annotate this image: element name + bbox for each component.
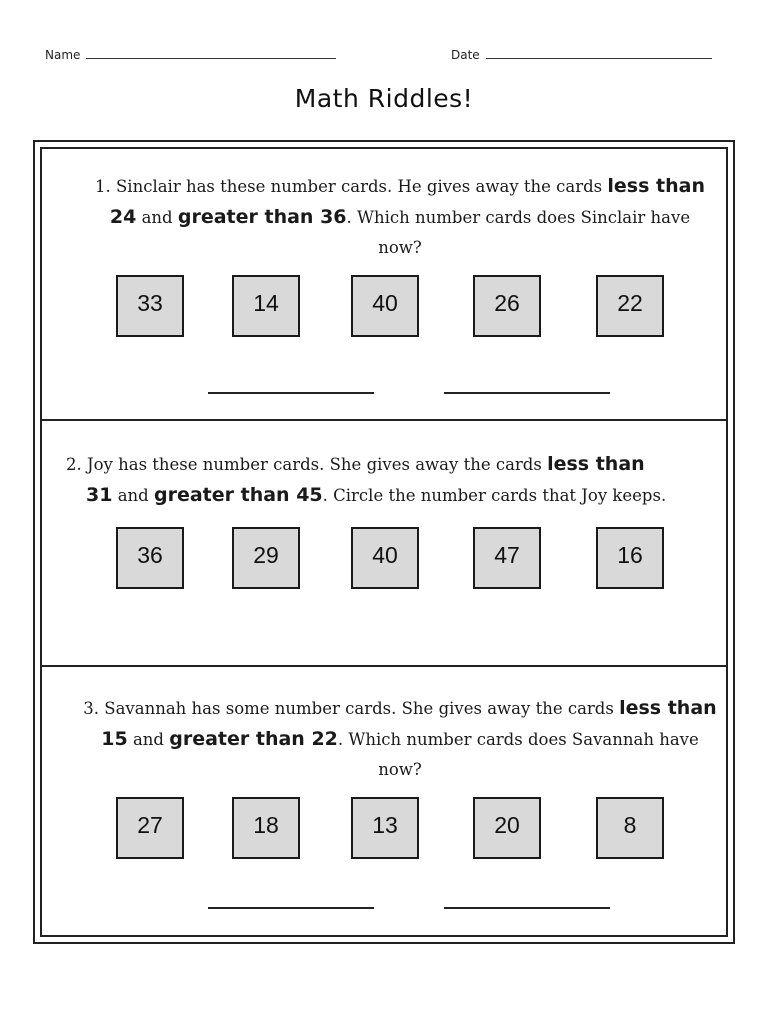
riddle-section-3 [42, 667, 726, 943]
riddle-question-3 [80, 693, 720, 785]
number-card[interactable]: 8 [596, 797, 664, 859]
worksheet-frame [33, 140, 735, 944]
question-text-part: Sinclair has these number cards. He gives away the cards [110, 177, 608, 196]
question-text-part: and [136, 208, 178, 227]
question-number: 1. [95, 177, 111, 196]
riddle-section-1 [42, 149, 726, 421]
question-bold-part: greater than 45 [153, 484, 323, 506]
question-text-part: . Circle the number cards that Joy keeps. [322, 486, 667, 505]
number-card[interactable]: 16 [596, 527, 664, 589]
question-bold-part: less than 15 [101, 697, 717, 750]
number-card[interactable]: 40 [351, 275, 419, 337]
question-text-part: and [127, 730, 170, 749]
number-card[interactable]: 33 [116, 275, 184, 337]
question-text-part: and [112, 486, 154, 505]
worksheet-inner-frame [40, 147, 728, 937]
question-bold-part: less than 24 [109, 175, 705, 228]
question-text-part: Joy has these number cards. She gives away the cards [81, 455, 548, 474]
question-bold-part: less than [547, 453, 645, 475]
number-card[interactable]: 27 [116, 797, 184, 859]
number-card[interactable]: 13 [351, 797, 419, 859]
riddle-question-1 [90, 171, 710, 263]
riddle-question-2 [66, 449, 730, 511]
answer-blank[interactable] [444, 907, 610, 909]
number-card[interactable]: 29 [232, 527, 300, 589]
number-card[interactable]: 14 [232, 275, 300, 337]
number-card[interactable]: 20 [473, 797, 541, 859]
answer-blank[interactable] [444, 392, 610, 394]
date-field [451, 48, 712, 62]
answer-blank[interactable] [208, 907, 374, 909]
number-card[interactable]: 18 [232, 797, 300, 859]
answer-blank[interactable] [208, 392, 374, 394]
question-bold-part: 31 [86, 484, 113, 506]
number-card[interactable]: 40 [351, 527, 419, 589]
page-title: Math Riddles! [294, 84, 474, 113]
question-bold-part: greater than 22 [169, 728, 338, 750]
name-field [45, 48, 336, 62]
date-blank-line[interactable] [486, 48, 712, 59]
name-label: Name [45, 48, 81, 62]
question-text-part: . Which number cards does Sinclair have now? [346, 208, 691, 257]
question-number: 3. [83, 699, 100, 718]
number-card[interactable]: 36 [116, 527, 184, 589]
question-text-part: . Which number cards does Savannah have now? [337, 730, 699, 779]
question-line-2 [66, 480, 730, 511]
date-label: Date [451, 48, 480, 62]
question-line-1 [66, 449, 730, 480]
question-number: 2. [66, 455, 82, 474]
number-card[interactable]: 47 [473, 527, 541, 589]
number-card[interactable]: 26 [473, 275, 541, 337]
number-card[interactable]: 22 [596, 275, 664, 337]
question-bold-part: greater than 36 [177, 206, 347, 228]
question-text-part: Savannah has some number cards. She gives away the cards [99, 699, 620, 718]
riddle-section-2 [42, 421, 726, 667]
name-blank-line[interactable] [86, 48, 336, 59]
